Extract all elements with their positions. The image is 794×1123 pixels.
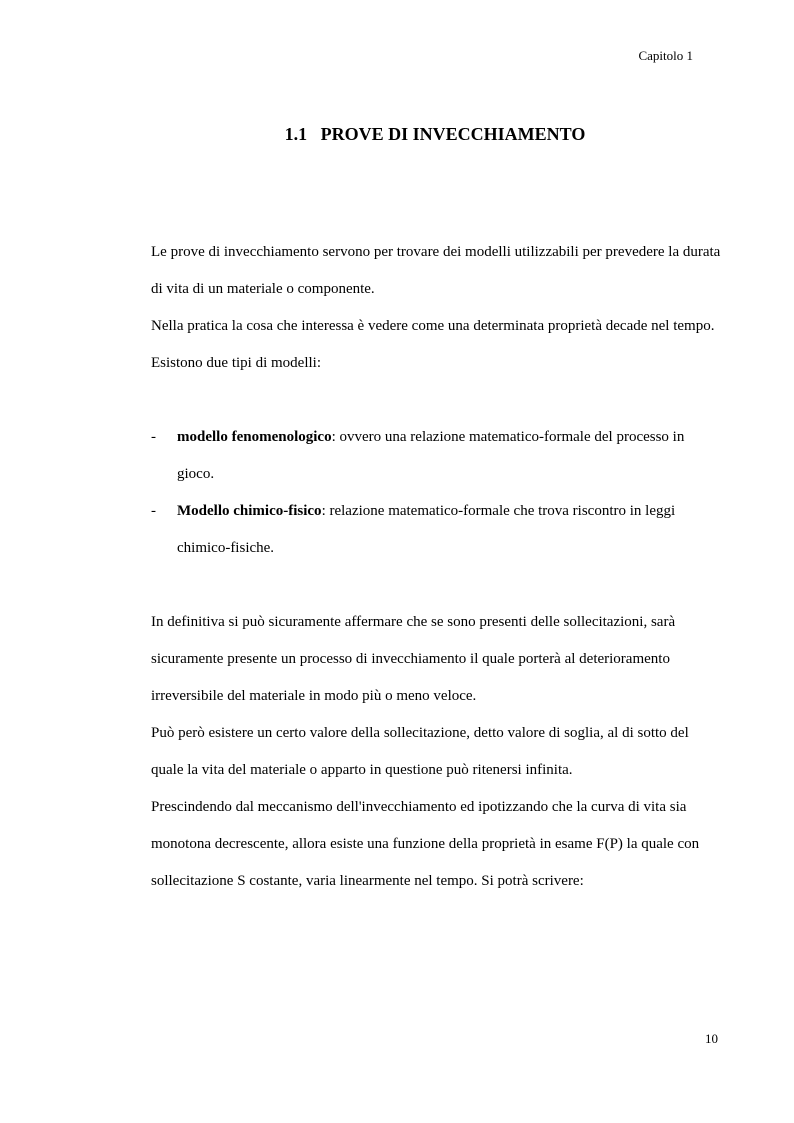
paragraph-definitiva: In definitiva si può sicuramente affermare che se sono presenti delle sollecitazioni, sarà sicuramente presente un processo di invecchiamento il quale porterà al deterioramento irreversibile del materiale in modo più o meno veloce.: [151, 614, 676, 704]
list-term: Modello chimico-fisico: [177, 503, 322, 519]
spacer: [151, 382, 721, 419]
list-bullet: -: [151, 429, 156, 445]
list-item: [151, 419, 721, 493]
intro-paragraph-1: Le prove di invecchiamento servono per trovare dei modelli utilizzabili per prevedere la durata di vita di un materiale o componente.: [151, 244, 721, 297]
intro-paragraph-2: Nella pratica la cosa che interessa è vedere come una determinata proprietà decade nel tempo.: [151, 318, 715, 334]
list-text: : relazione matematico-formale che trova riscontro in leggi chimico-fisiche.: [177, 503, 676, 556]
body-text: [151, 234, 721, 900]
running-header: Capitolo 1: [638, 48, 693, 63]
list-text: : ovvero una relazione matematico-formale del processo in gioco.: [177, 429, 685, 482]
intro-paragraph-3: Esistono due tipi di modelli:: [151, 355, 321, 371]
section-title: 1.1 PROVE DI INVECCHIAMENTO: [284, 124, 586, 144]
spacer: [151, 567, 721, 604]
list-term: modello fenomenologico: [177, 429, 332, 445]
paragraph-soglia: Può però esistere un certo valore della sollecitazione, detto valore di soglia, al di sotto del quale la vita del materiale o apparto in questione può ritenersi infinita.: [151, 725, 689, 778]
page-number: 10: [705, 1031, 718, 1046]
paragraph-funzione: Prescindendo dal meccanismo dell'invecchiamento ed ipotizzando che la curva di vita sia monotona decrescente, allora esiste una funzione della proprietà in esame F(P) la quale con sollecitazione S costante, varia linearmente nel tempo. Si potrà scrivere:: [151, 799, 700, 889]
list-item: [151, 493, 721, 567]
list-bullet: -: [151, 503, 156, 519]
